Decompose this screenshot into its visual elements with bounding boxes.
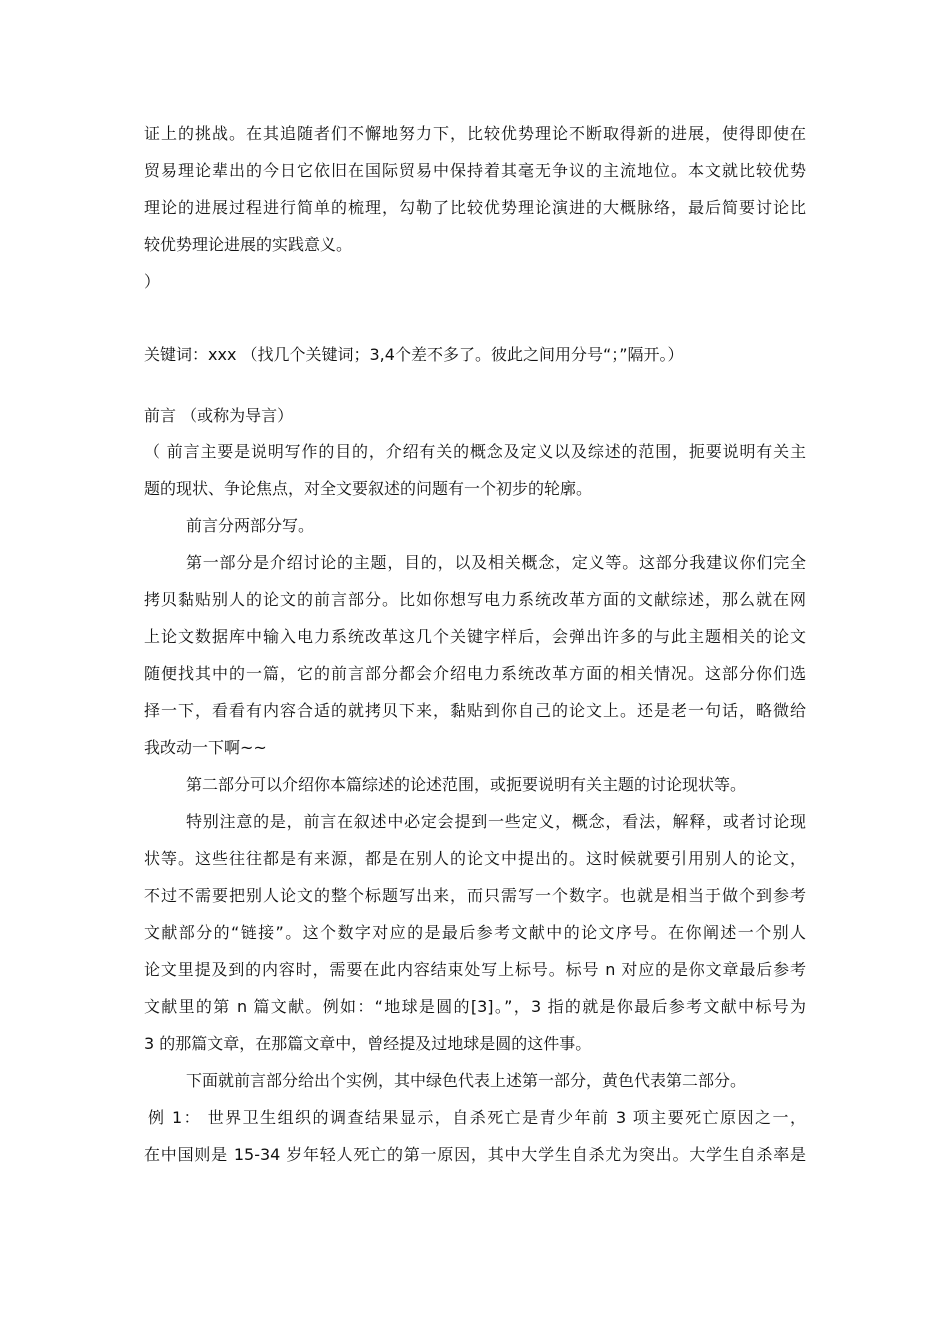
preface-heading: 前言 （或称为导言） <box>144 406 294 425</box>
abstract-line: 较优势理论进展的实践意义。 <box>144 235 353 254</box>
part1-line: 择一下，看看有内容合适的就拷贝下来，黏贴到你自己的论文上。还是老一句话，略微给 <box>144 701 806 720</box>
part1-line: 上论文数据库中输入电力系统改革这几个关键字样后，会弹出许多的与此主题相关的论文 <box>144 627 806 646</box>
part1-line: 随便找其中的一篇，它的前言部分都会介绍电力系统改革方面的相关情况。这部分你们选 <box>144 664 806 683</box>
note-line: 特别注意的是，前言在叙述中必定会提到一些定义，概念，看法，解释，或者讨论现 <box>186 812 806 831</box>
note-line: 3 的那篇文章，在那篇文章中，曾经提及过地球是圆的这件事。 <box>144 1034 592 1053</box>
abstract-closing-paren: ） <box>144 272 161 291</box>
keywords-line: 关键词：xxx （找几个关键词；3,4个差不多了。彼此之间用分号“；”隔开。） <box>144 345 684 364</box>
part1-line: 拷贝黏贴别人的论文的前言部分。比如你想写电力系统改革方面的文献综述，那么就在网 <box>144 590 806 609</box>
preface-intro-line: （ 前言主要是说明写作的目的，介绍有关的概念及定义以及综述的范围，扼要说明有关主 <box>144 442 806 461</box>
abstract-line: 证上的挑战。在其追随者们不懈地努力下，比较优势理论不断取得新的进展，使得即使在 <box>144 124 806 143</box>
abstract-line: 贸易理论辈出的今日它依旧在国际贸易中保持着其毫无争议的主流地位。本文就比较优势 <box>144 161 806 180</box>
note-line: 不过不需要把别人论文的整个标题写出来，而只需写一个数字。也就是相当于做个到参考 <box>144 886 806 905</box>
example-line: 例 1： 世界卫生组织的调查结果显示，自杀死亡是青少年前 3 项主要死亡原因之一， <box>148 1108 806 1127</box>
part2-line: 第二部分可以介绍你本篇综述的论述范围，或扼要说明有关主题的讨论现状等。 <box>186 775 747 794</box>
note-line: 文献部分的“链接”。这个数字对应的是最后参考文献中的论文序号。在你阐述一个别人 <box>144 923 806 942</box>
example-line: 在中国则是 15-34 岁年轻人死亡的第一原因，其中大学生自杀尤为突出。大学生自杀率是 <box>144 1145 806 1164</box>
part1-line: 我改动一下啊~~ <box>144 738 267 757</box>
note-line: 状等。这些往往都是有来源，都是在别人的论文中提出的。这时候就要引用别人的论文， <box>144 849 806 868</box>
preface-intro-line: 题的现状、争论焦点，对全文要叙述的问题有一个初步的轮廓。 <box>144 479 593 498</box>
part1-line: 第一部分是介绍讨论的主题，目的，以及相关概念，定义等。这部分我建议你们完全 <box>186 553 806 572</box>
note-line: 论文里提及到的内容时，需要在此内容结束处写上标号。标号 n 对应的是你文章最后参考 <box>144 960 806 979</box>
abstract-line: 理论的进展过程进行简单的梳理，勾勒了比较优势理论演进的大概脉络，最后简要讨论比 <box>144 198 806 217</box>
preface-two-parts: 前言分两部分写。 <box>186 516 315 535</box>
note-line: 文献里的第 n 篇文献。例如：“地球是圆的[3]。”，3 指的就是你最后参考文献中标号为 <box>144 997 806 1016</box>
example-intro: 下面就前言部分给出个实例，其中绿色代表上述第一部分，黄色代表第二部分。 <box>186 1071 747 1090</box>
